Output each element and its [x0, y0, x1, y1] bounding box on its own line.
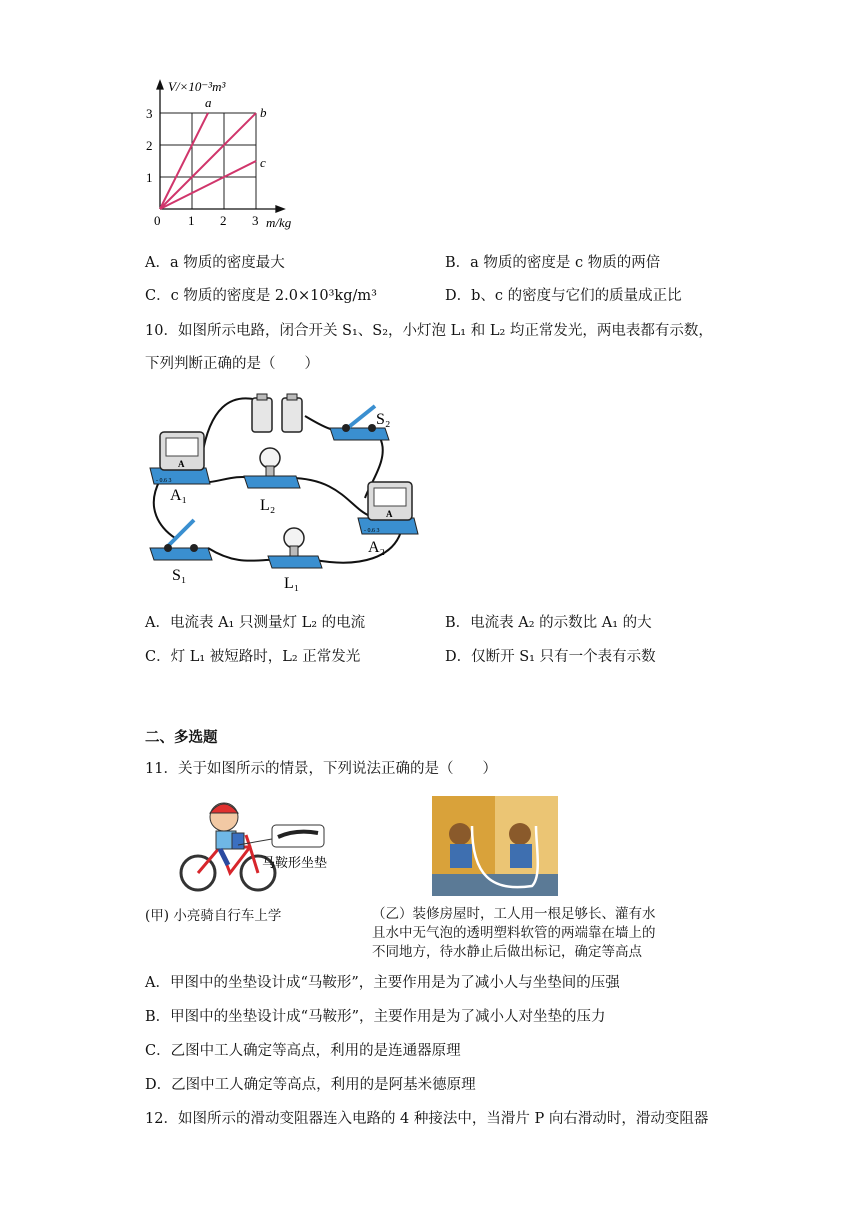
caption-yi-line3: 不同地方，待水静止后做出标记，确定等高点: [372, 944, 642, 960]
line-label-b: b: [260, 105, 267, 120]
q9-option-a: A．a 物质的密度最大: [145, 255, 285, 271]
q11-stem: 11．关于如图所示的情景，下列说法正确的是（ ）: [145, 761, 497, 777]
q11-option-a: A．甲图中的坐垫设计成“马鞍形”，主要作用是为了减小人与坐垫间的压强: [145, 975, 620, 991]
switch-s1: [150, 520, 212, 560]
bulb-l1: [268, 528, 322, 568]
q12-stem: 12．如图所示的滑动变阻器连入电路的 4 种接法中，当滑片 P 向右滑动时，滑动变阻器: [145, 1111, 709, 1127]
y-tick-1: 1: [146, 170, 153, 185]
x-axis-label: m/kg: [266, 215, 292, 230]
caption-yi-line1: （乙）装修房屋时，工人用一根足够长、灌有水: [372, 906, 656, 922]
q11-option-c: C．乙图中工人确定等高点，利用的是连通器原理: [145, 1043, 461, 1059]
x-tick-1: 1: [188, 213, 195, 228]
ammeter-a2: [358, 482, 418, 534]
graph-lines: [160, 113, 256, 209]
q10-stem-line1: 10．如图所示电路，闭合开关 S₁、S₂，小灯泡 L₁ 和 L₂ 均正常发光，两电表都有示数，: [145, 323, 713, 339]
bulb-l2: [244, 448, 300, 488]
circuit-diagram: [140, 388, 430, 600]
battery-2: [282, 394, 302, 432]
caption-yi-line2: 且水中无气泡的透明塑料软管的两端靠在墙上的: [372, 925, 656, 941]
battery-1: [252, 394, 272, 432]
graph-line-b: [160, 113, 256, 209]
label-l2: L₂: [260, 497, 276, 514]
q10-option-c: C．灯 L₁ 被短路时，L₂ 正常发光: [145, 649, 361, 665]
ammeter-a1: [150, 432, 210, 484]
y-axis-label: V/×10⁻³m³: [168, 79, 226, 94]
label-a1: A₁: [170, 487, 188, 504]
q9-option-c: C．c 物质的密度是 2.0×10³kg/m³: [145, 288, 377, 304]
label-s2: S₂: [376, 411, 391, 428]
label-a2: A₂: [368, 539, 386, 556]
x-tick-3: 3: [252, 213, 259, 228]
section-title: 二、多选题: [145, 729, 218, 746]
svg-text:A: A: [386, 509, 393, 519]
caption-jia: (甲) 小亮骑自行车上学: [145, 908, 282, 924]
line-label-c: c: [260, 155, 266, 170]
q10-option-a: A．电流表 A₁ 只测量灯 L₂ 的电流: [145, 615, 366, 631]
label-l1: L₁: [284, 575, 300, 592]
line-label-a: a: [205, 95, 212, 110]
q9-option-d: D．b、c 的密度与它们的质量成正比: [445, 288, 682, 304]
q10-stem-line2: 下列判断正确的是（ ）: [145, 356, 319, 372]
q11-option-b: B．甲图中的坐垫设计成“马鞍形”，主要作用是为了减小人对坐垫的压力: [145, 1009, 606, 1025]
svg-text:A: A: [178, 459, 185, 469]
y-tick-3: 3: [146, 106, 153, 121]
x-tick-0: 0: [154, 213, 161, 228]
density-graph: [140, 75, 320, 235]
svg-text:- 0.6 3: - 0.6 3: [156, 478, 172, 484]
graph-line-a: [160, 113, 208, 209]
q10-option-b: B．电流表 A₂ 的示数比 A₁ 的大: [445, 615, 652, 631]
q11-option-d: D．乙图中工人确定等高点，利用的是阿基米德原理: [145, 1077, 476, 1093]
svg-text:- 0.6 3: - 0.6 3: [364, 528, 380, 534]
workers-illustration: [432, 796, 558, 896]
saddle-label: 马鞍形坐垫: [262, 855, 328, 870]
y-tick-2: 2: [146, 138, 153, 153]
x-tick-2: 2: [220, 213, 227, 228]
label-s1: S₁: [172, 567, 187, 584]
graph-line-c: [160, 161, 256, 209]
q9-option-b: B．a 物质的密度是 c 物质的两倍: [445, 255, 661, 271]
q10-option-d: D．仅断开 S₁ 只有一个表有示数: [445, 649, 656, 665]
bicycle-illustration: [176, 795, 336, 895]
